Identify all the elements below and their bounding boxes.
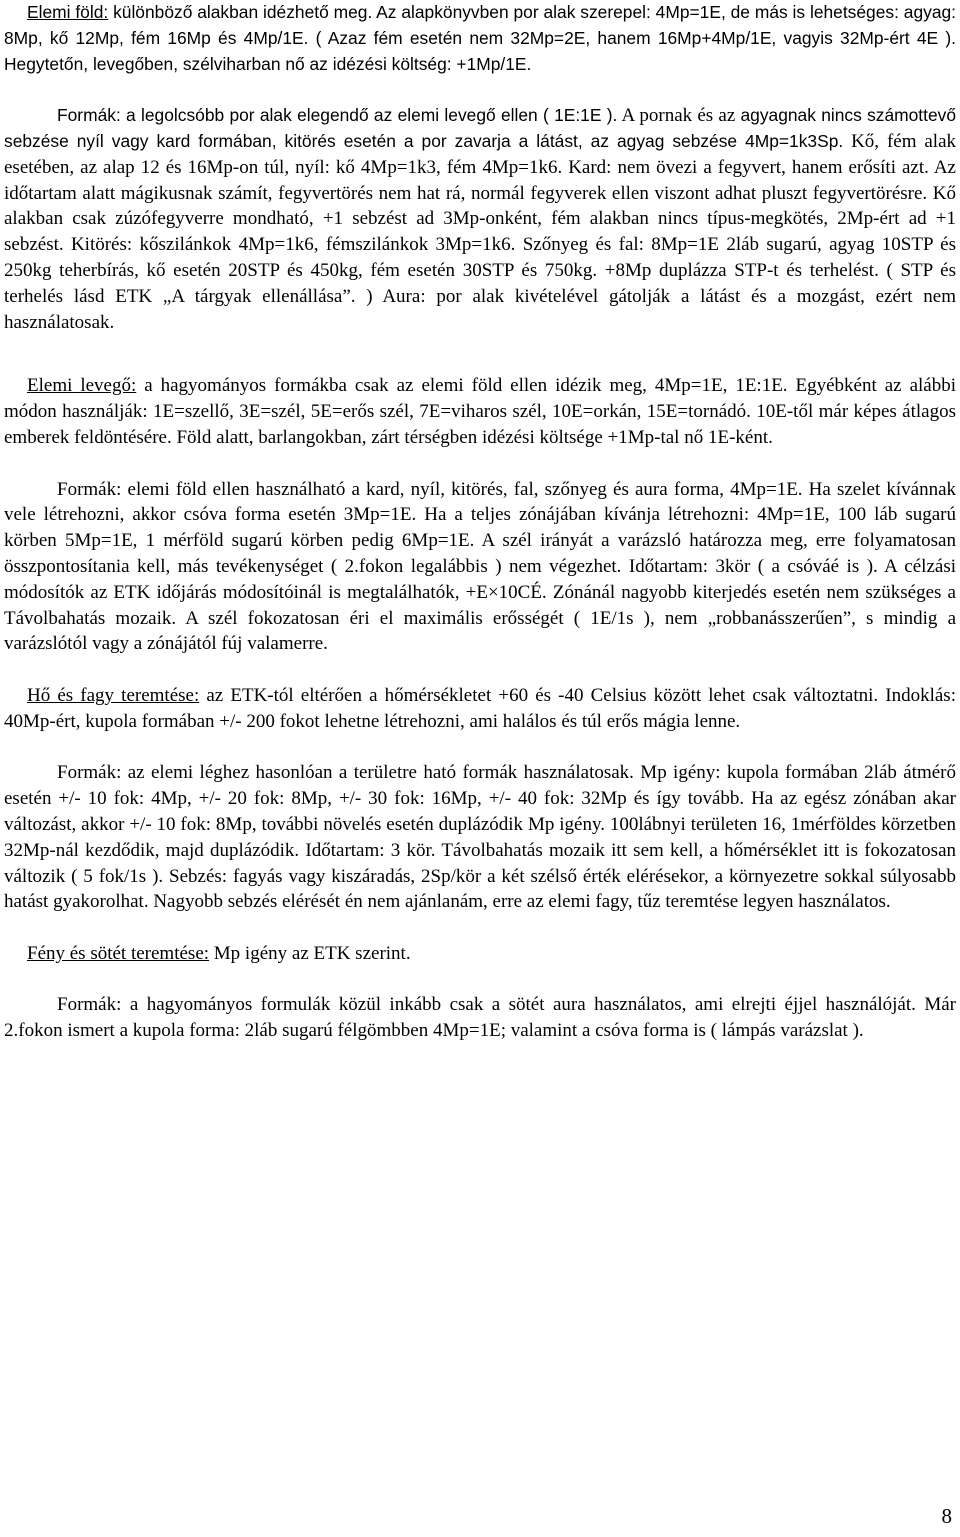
paragraph-text: az ETK-tól eltérően a hőmérsékletet +60 és -40 Celsius között lehet csak változtatni. Indoklás: 40Mp-ért, kupola formában +/- 200 fokot lehetne létrehozni, ami halálos és túl erős mágia lenne. xyxy=(4,684,956,732)
section-feny-sotet-intro xyxy=(4,941,956,967)
section-ho-fagy-forms: Formák: az elemi léghez hasonlóan a területre ható formák használatosak. Mp igény: kupola formában 2láb átmérő esetén +/- 10 fok: 4Mp, +/- 20 fok: 8Mp, +/- 30 fok: 16Mp, +/- 40 fok: 32Mp és így tovább. Ha az egész zónában akar változást, akkor +/- 10 fok: 8Mp, további növelés esetén duplázódik Mp igény. 100lábnyi területen 16, 1mérföldes körzetben 32Mp-nál kezdődik, majd duplázódik. Időtartam: 3 kör. Távolbahatás mozaik itt sem kell, a hőmérséklet itt is fokozatosan változik ( 5 fok/1s ). Sebzés: fagyás vagy kiszáradás, 2Sp/kör a két szélső érték elérésekor, a környezetre sokkal súlyosabb hatást gyakorolhat. Nagyobb sebzés elérését én nem ajánlanám, erre az elemi fagy, tűz teremtése legyen használatos. xyxy=(4,762,956,913)
section-ho-fagy-intro xyxy=(4,683,956,735)
section-heading: Hő és fagy teremtése: xyxy=(27,684,200,706)
paragraph-text: különböző alakban idézhető meg. Az alapkönyvben por alak szerepel: 4Mp=1E, de más is lehetséges: agyag: 8Mp, kő 12Mp, fém 16Mp és 4Mp/1E. ( Azaz fém esetén nem 32Mp=2E, hanem 16Mp+4Mp/1E, vagyis 32Mp-ért 4E ). Hegytetőn, levegőben, szélviharban nő az idézési költség: +1Mp/1E. xyxy=(4,2,956,74)
document-page xyxy=(4,0,956,1044)
paragraph-text: A pornak és az xyxy=(617,105,741,127)
section-heading: Elemi föld: xyxy=(27,2,109,22)
section-elemi-fold-forms xyxy=(4,103,956,335)
section-elemi-levego-forms: Formák: elemi föld ellen használható a kard, nyíl, kitörés, fal, szőnyeg és aura forma, 4Mp=1E. Ha szelet kívánnak vele létrehozni, akkor csóva forma esetén 3Mp=1E. Ha a teljes zónájában kívánja létrehozni: 4Mp=1E, 100 láb sugarú körben 5Mp=1E, 1 mérföld sugarú körben pedig 6Mp=1E. A szél irányát a varázsló határozza meg, erre folyamatosan összpontosítania kell, más tevékenységet ( 2.fokon legalábbis ) nem végezhet. Időtartam: 3kör ( a csóváé is ). A célzási módosítók az ETK időjárás módosítóinál is megtalálhatók, +E×10CÉ. Zónánál nagyobb kiterjedés esetén nem szükséges a Távolbahatás mozaik. A szél fokozatosan éri el maximális erősségét ( 1E/1s ), nem „robbanásszerűen”, s mindig a varázslótól vagy a zónájától fúj valamerre. xyxy=(4,478,956,655)
paragraph-text: a hagyományos formákba csak az elemi föld ellen idézik meg, 4Mp=1E, 1E:1E. Egyébként az alábbi módon használják: 1E=szellő, 3E=szél, 5E=erős szél, 7E=viharos szél, 10E=orkán, 15E=tornádó. 10E-től már képes átlagos emberek feldöntésére. Föld alatt, barlangokban, zárt térségben idézési költsége +1Mp-tal nő 1E-ként. xyxy=(4,375,956,448)
section-elemi-levego-intro xyxy=(4,373,956,450)
paragraph-text: Kő, fém alak esetében, az alap 12 és 16Mp-on túl, nyíl: kő 4Mp=1k3, fém 4Mp=1k6. Kard: nem övezi a fegyvert, hanem erősíti azt. Az időtartam alatt mágikusnak számít, fegyvertörés nem hat rá, normál fegyverek ellen viszont adhat pluszt fegyvertörésre. Kő alakban csak zúzófegyverre mondható, +1 sebzést ad 3Mp-onként, fém alakban nincs típus-megkötés, 2Mp-ért ad +1 sebzést. Kitörés: kőszilánkok 4Mp=1k6, fémszilánkok 3Mp=1k6. Szőnyeg és fal: 8Mp=1E 2láb sugarú, agyag 10STP és 250kg teherbírás, kő esetén 20STP és 450kg, fém esetén 30STP és 750kg. +8Mp duplázza STP-t és terhelést. ( STP és terhelés lásd ETK „A tárgyak ellenállása”. ) Aura: por alak kivételével gátolják a látást és a mozgást, ezért nem használatosak. xyxy=(4,130,957,333)
section-heading: Fény és sötét teremtése: xyxy=(27,942,210,964)
paragraph-text: Mp igény az ETK szerint. xyxy=(209,942,411,964)
paragraph-text: agyagnak nincs számottevő sebzése nyíl vagy kard formában, kitörés esetén a por zavarja a látást, az agyag sebzése 4Mp=1k3Sp. xyxy=(4,105,957,151)
section-feny-sotet-forms: Formák: a hagyományos formulák közül inkább csak a sötét aura használatos, ami elrejti éjjel használóját. Már 2.fokon ismert a kupola forma: 2láb sugarú félgömbben 4Mp=1E; valamint a csóva forma is ( lámpás varázslat ). xyxy=(4,994,956,1042)
page-number: 8 xyxy=(941,1504,952,1528)
section-heading: Elemi levegő: xyxy=(27,375,137,397)
section-elemi-fold-intro xyxy=(4,0,956,77)
paragraph-text: Formák: a legolcsóbb por alak elegendő az elemi levegő ellen ( 1E:1E ). xyxy=(57,105,618,126)
